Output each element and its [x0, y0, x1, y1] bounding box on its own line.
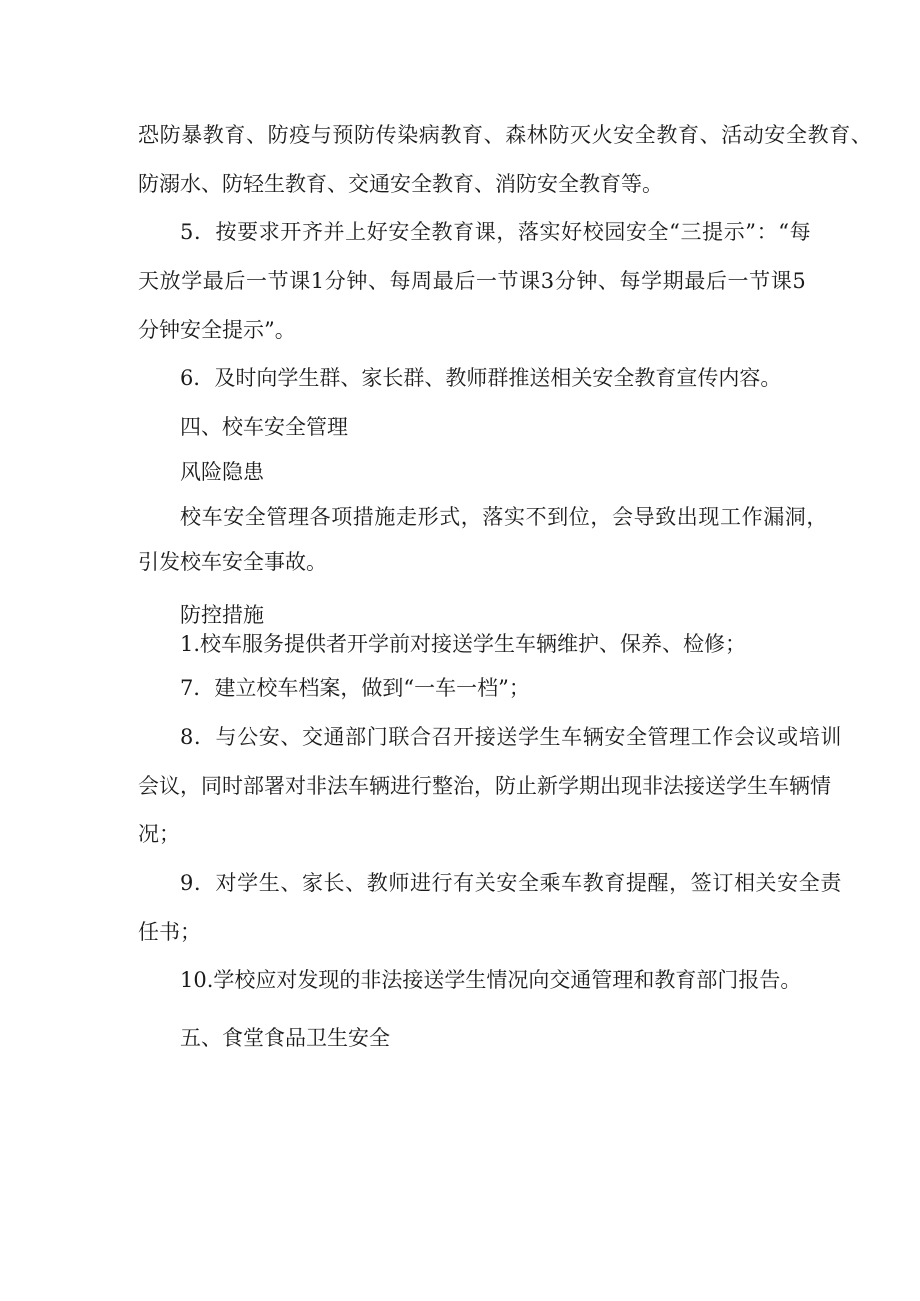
paragraph-line: 分钟安全提示”。 — [138, 318, 296, 342]
paragraph-line: 任书； — [138, 920, 201, 944]
list-item-7: 7．建立校车档案，做到“一车一档”； — [180, 676, 530, 700]
list-item-1: 1.校车服务提供者开学前对接送学生车辆维护、保养、检修； — [180, 632, 747, 656]
paragraph-line: 防溺水、防轻生教育、交通安全教育、消防安全教育等。 — [138, 172, 663, 196]
list-item-10: 10.学校应对发现的非法接送学生情况向交通管理和教育部门报告。 — [180, 968, 802, 992]
paragraph-line: 天放学最后一节课1分钟、每周最后一节课3分钟、每学期最后一节课5 — [138, 269, 807, 293]
subheading-risk: 风险隐患 — [180, 460, 264, 484]
section-heading-5: 五、食堂食品卫生安全 — [180, 1026, 390, 1050]
list-item-6: 6．及时向学生群、家长群、教师群推送相关安全教育宣传内容。 — [180, 366, 782, 390]
section-heading-4: 四、校车安全管理 — [180, 415, 348, 439]
paragraph-line: 况； — [138, 822, 180, 846]
paragraph-line: 校车安全管理各项措施走形式，落实不到位，会导致出现工作漏洞， — [180, 505, 828, 529]
paragraph-line: 引发校车安全事故。 — [138, 550, 327, 574]
paragraph-line: 会议，同时部署对非法车辆进行整治，防止新学期出现非法接送学生车辆情 — [138, 774, 831, 798]
subheading-measures: 防控措施 — [180, 603, 264, 627]
list-item-8: 8．与公安、交通部门联合召开接送学生车辆安全管理工作会议或培训 — [180, 725, 842, 749]
list-item-9: 9．对学生、家长、教师进行有关安全乘车教育提醒，签订相关安全责 — [180, 871, 842, 895]
paragraph-line: 恐防暴教育、防疫与预防传染病教育、森林防灭火安全教育、活动安全教育、 — [138, 123, 873, 147]
list-item-5: 5．按要求开齐并上好安全教育课，落实好校园安全“三提示”：“每 — [180, 220, 812, 244]
